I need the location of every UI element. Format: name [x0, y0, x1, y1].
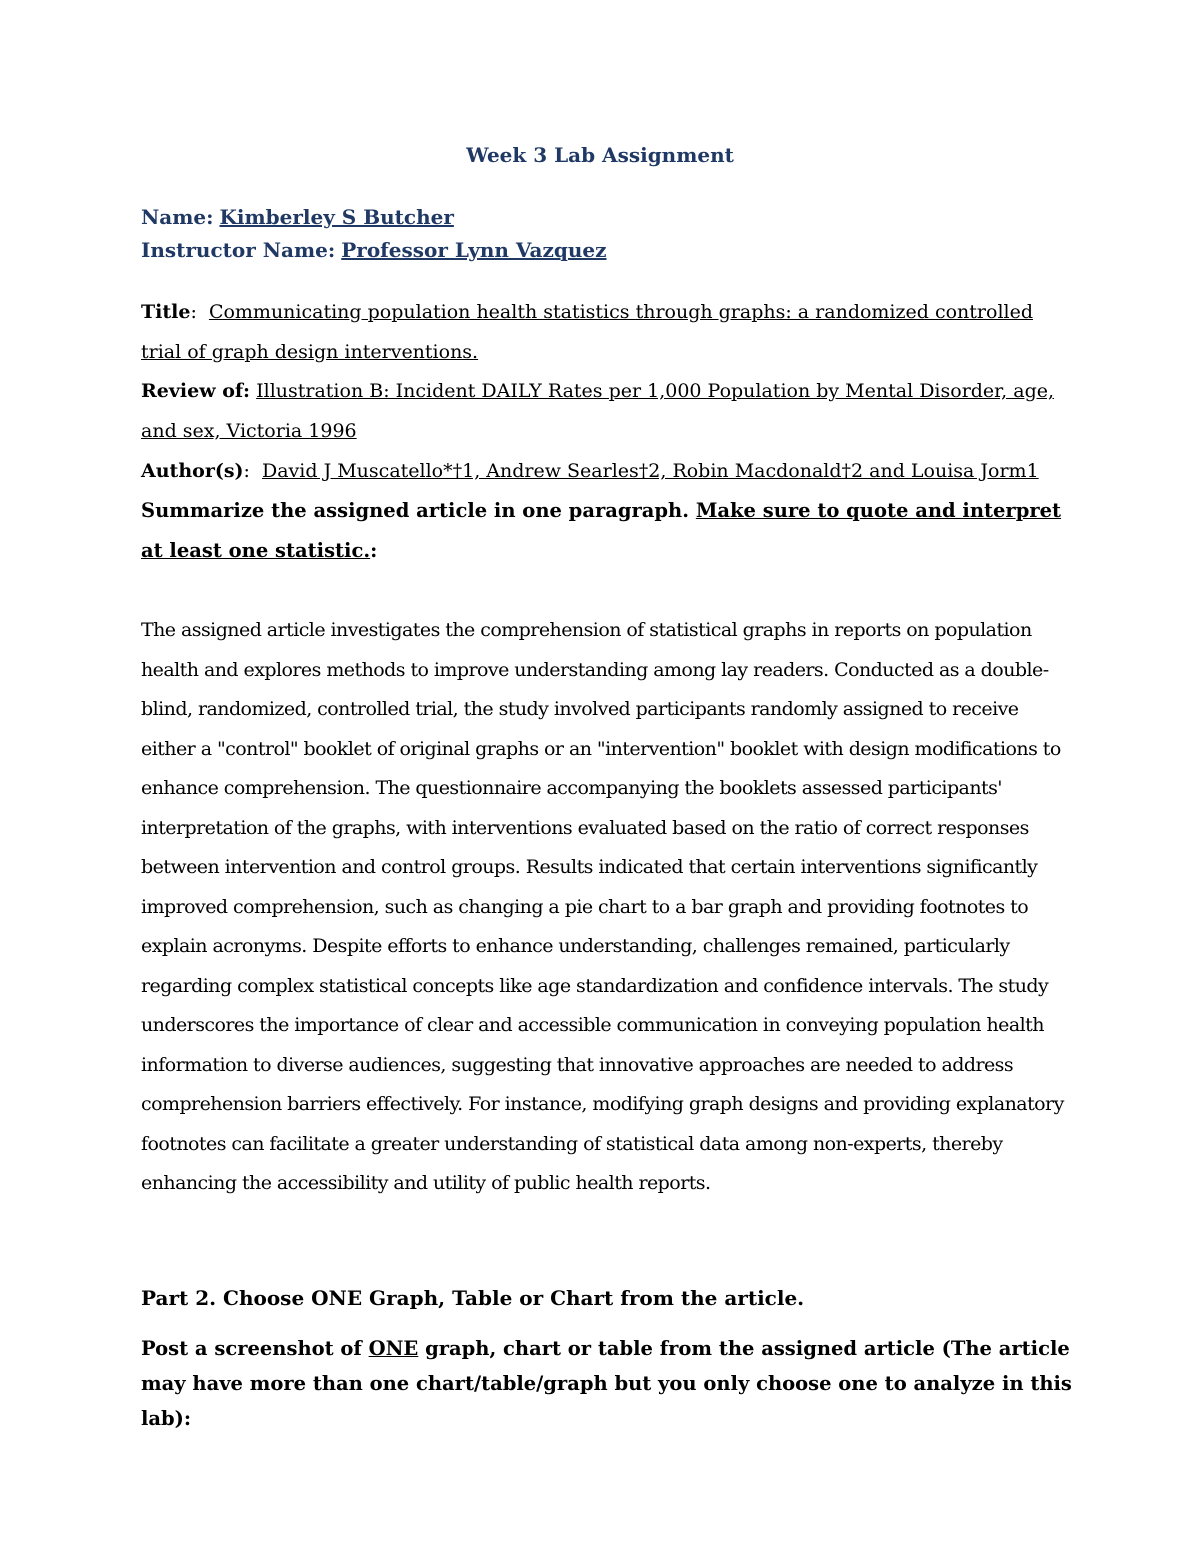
student-name-line [141, 205, 454, 229]
review-field [141, 372, 1061, 451]
part2-heading: Part 2. Choose ONE Graph, Table or Chart from the article. [141, 1286, 805, 1310]
post-suffix: graph, chart or table from the assigned article (The article may have more than one chart/table/graph but you only choose one to analyze in this lab): [141, 1337, 1072, 1430]
document-title: Week 3 Lab Assignment [466, 143, 734, 167]
student-name: Kimberley S Butcher [219, 205, 454, 229]
review-label: Review of: [141, 380, 251, 402]
authors-label: Author(s) [141, 460, 244, 482]
review-value: Illustration B: Incident DAILY Rates per 1,000 Population by Mental Disorder, age, and sex, Victoria 1996 [141, 380, 1055, 442]
summary-paragraph: The assigned article investigates the comprehension of statistical graphs in reports on population health and explores methods to improve understanding among lay readers. Conducted as a double-blind, randomized, controlled trial, the study involved participants randomly assigned to receive either a "control" booklet of original graphs or an "intervention" booklet with design modifications to enhance comprehension. The questionnaire accompanying the booklets assessed participants' interpretation of the graphs, with interventions evaluated based on the ratio of correct responses between intervention and control groups. Results indicated that certain interventions significantly improved comprehension, such as changing a pie chart to a bar graph and providing footnotes to explain acronyms. Despite efforts to enhance understanding, challenges remained, particularly regarding complex statistical concepts like age standardization and confidence intervals. The study underscores the importance of clear and accessible communication in conveying population health information to diverse audiences, suggesting that innovative approaches are needed to address comprehension barriers effectively. For instance, modifying graph designs and providing explanatory footnotes can facilitate a greater understanding of statistical data among non-experts, thereby enhancing the accessibility and utility of public health reports. [141, 619, 1064, 1194]
post-prefix: Post a screenshot of [141, 1337, 369, 1360]
summary-prompt-text: Summarize the assigned article in one paragraph. [141, 499, 690, 522]
article-title-field: Title: Communicating population health statistics through graphs: a randomized controlled trial of graph design interventions. [141, 301, 1033, 363]
instructor-name-line [141, 238, 606, 262]
authors-value: David J Muscatello*†1, Andrew Searles†2, Robin Macdonald†2 and Louisa Jorm1 [262, 460, 1039, 482]
summary-prompt [141, 491, 1071, 570]
authors-field: Author(s): David J Muscatello*†1, Andrew Searles†2, Robin Macdonald†2 and Louisa Jorm1 [141, 460, 1039, 482]
post-screenshot-instruction [141, 1331, 1081, 1436]
instructor-name: Professor Lynn Vazquez [341, 238, 607, 262]
post-underlined: ONE [368, 1337, 419, 1360]
article-title-label: Title [141, 301, 191, 323]
article-title-value: Communicating population health statistics through graphs: a randomized controlled trial of graph design interventions. [141, 301, 1033, 363]
name-label: Name: [141, 205, 214, 229]
summary-prompt-end: : [370, 538, 378, 562]
summary-prompt-underlined: Make sure to quote and interpret at least one statistic. [141, 499, 1062, 562]
instructor-label: Instructor Name: [141, 238, 336, 262]
